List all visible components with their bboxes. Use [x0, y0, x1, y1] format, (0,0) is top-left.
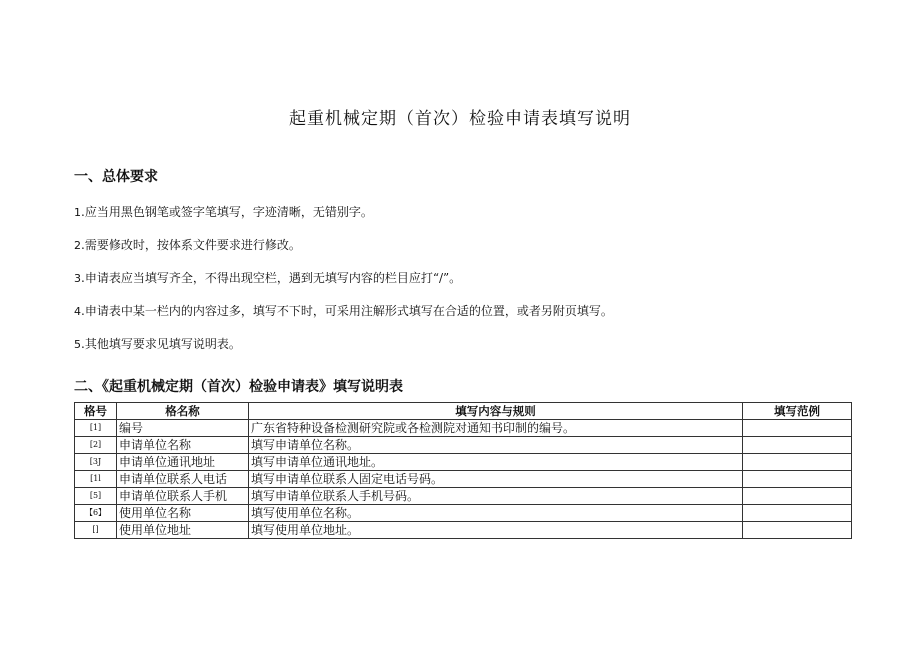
- cell-rule: 填写申请单位联系人手机号码。: [249, 488, 743, 505]
- cell-example: [743, 471, 852, 488]
- requirement-number: 3: [74, 272, 81, 285]
- table-row: [75, 505, 852, 522]
- page-title: 起重机械定期（首次）检验申请表填写说明: [289, 109, 631, 129]
- table-row: [75, 471, 852, 488]
- section-heading-table: 二、《起重机械定期（首次）检验申请表》填写说明表: [74, 379, 403, 395]
- cell-name: 申请单位通讯地址: [117, 454, 249, 471]
- header-cell-name: 格名称: [117, 403, 249, 420]
- cell-rule: 填写使用单位名称。: [249, 505, 743, 522]
- cell-example: [743, 488, 852, 505]
- cell-rule: 填写使用单位地址。: [249, 522, 743, 539]
- instruction-table: [74, 402, 852, 539]
- cell-name: 申请单位名称: [117, 437, 249, 454]
- requirement-item: [74, 269, 461, 286]
- header-cell-rule: 填写内容与规则: [249, 403, 743, 420]
- requirement-text: .申请表应当填写齐全，不得出现空栏，遇到无填写内容的栏目应打“/”。: [81, 271, 462, 285]
- cell-rule: 填写申请单位联系人固定电话号码。: [249, 471, 743, 488]
- requirement-number: 1: [74, 206, 81, 219]
- requirement-text: .应当用黑色钢笔或签字笔填写，字迹清晰，无错别字。: [81, 205, 373, 219]
- requirement-text: .需要修改时，按体系文件要求进行修改。: [81, 238, 301, 252]
- cell-no: [1l: [75, 471, 117, 488]
- requirement-number: 4: [74, 305, 81, 318]
- cell-name: 使用单位名称: [117, 505, 249, 522]
- requirement-text: .其他填写要求见填写说明表。: [81, 337, 241, 351]
- cell-rule: 填写申请单位名称。: [249, 437, 743, 454]
- cell-name: 申请单位联系人手机: [117, 488, 249, 505]
- header-cell-no: 格号: [75, 403, 117, 420]
- requirement-number: 2: [74, 239, 81, 252]
- cell-no: [1]: [75, 420, 117, 437]
- table-row: [75, 420, 852, 437]
- table-row: [75, 522, 852, 539]
- cell-example: [743, 437, 852, 454]
- cell-example: [743, 454, 852, 471]
- requirement-number: 5: [74, 338, 81, 351]
- requirement-text: .申请表中某一栏内的内容过多，填写不下时，可采用注解形式填写在合适的位置，或者另附页填写。: [81, 304, 613, 318]
- cell-no: [5]: [75, 488, 117, 505]
- cell-rule: 填写申请单位通讯地址。: [249, 454, 743, 471]
- requirement-item: [74, 203, 373, 220]
- cell-name: 编号: [117, 420, 249, 437]
- cell-no: 【6】: [75, 505, 117, 522]
- cell-no: []: [75, 522, 117, 539]
- cell-example: [743, 420, 852, 437]
- header-cell-example: 填写范例: [743, 403, 852, 420]
- requirement-item: [74, 236, 301, 253]
- cell-no: [3J: [75, 454, 117, 471]
- section-heading-general: 一、总体要求: [74, 169, 158, 185]
- table-header-row: [75, 403, 852, 420]
- table-row: [75, 454, 852, 471]
- cell-example: [743, 505, 852, 522]
- cell-name: 使用单位地址: [117, 522, 249, 539]
- cell-no: [2]: [75, 437, 117, 454]
- cell-example: [743, 522, 852, 539]
- cell-rule: 广东省特种设备检测研究院或各检测院对通知书印制的编号。: [249, 420, 743, 437]
- table-row: [75, 488, 852, 505]
- requirement-item: [74, 302, 613, 319]
- cell-name: 申请单位联系人电话: [117, 471, 249, 488]
- requirement-item: [74, 335, 241, 352]
- table-row: [75, 437, 852, 454]
